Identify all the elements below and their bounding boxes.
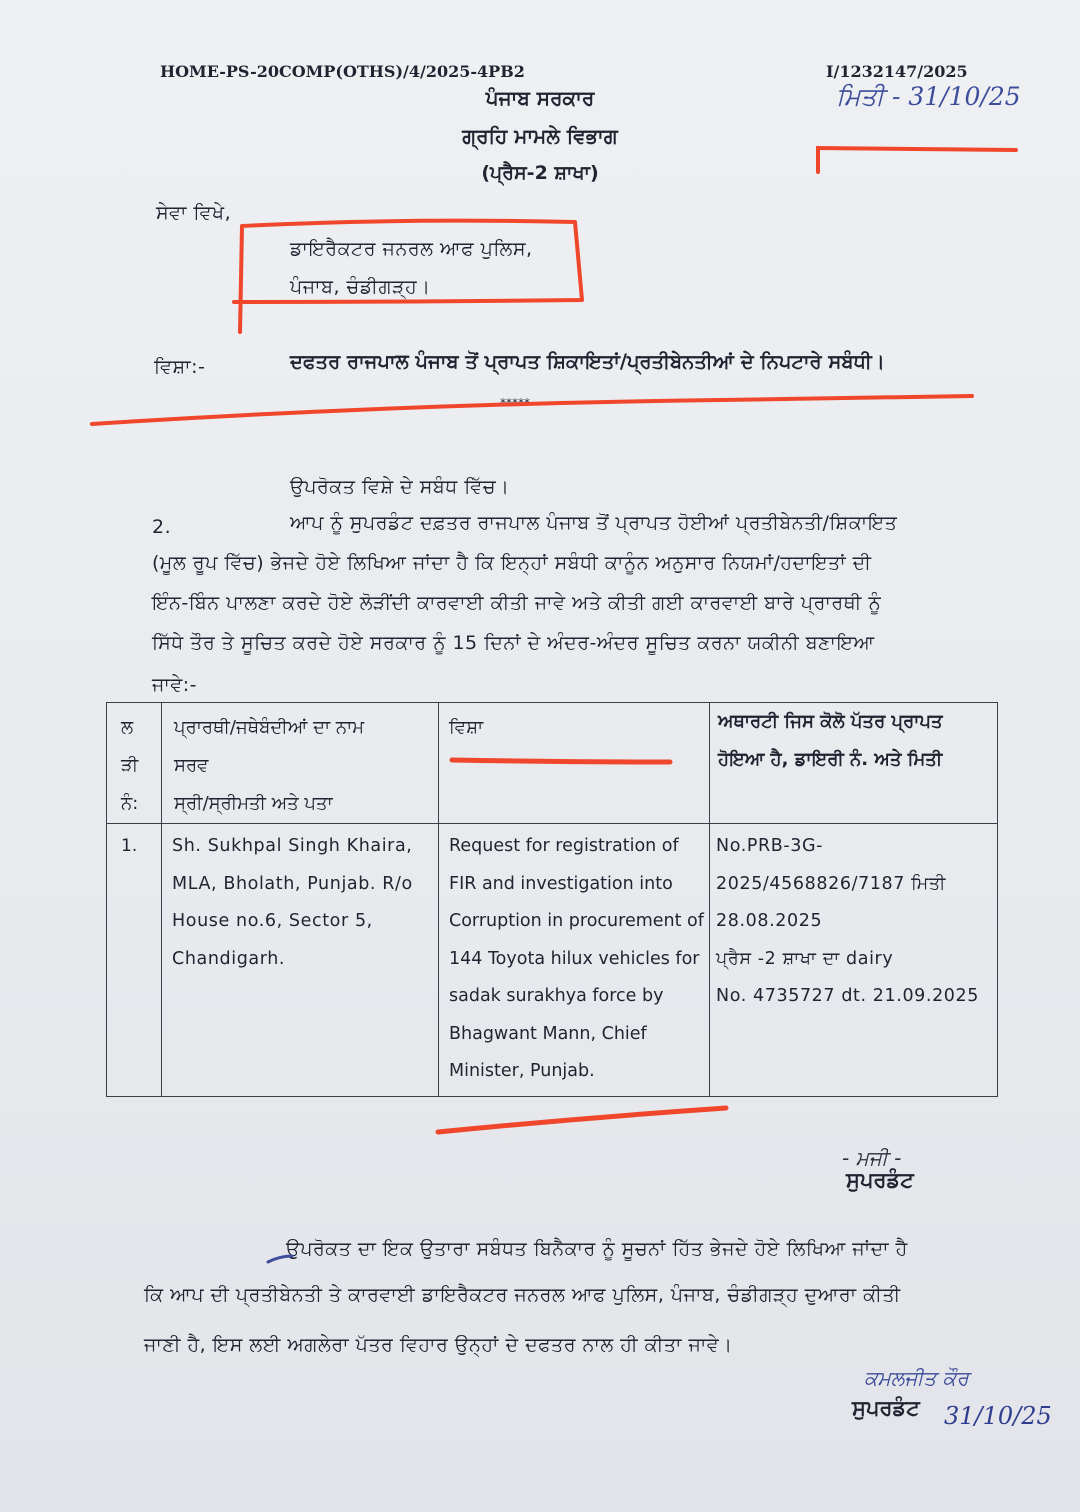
signature-scrawl-1: - ਮਜੀ - [842, 1146, 902, 1170]
marker-underline-date [818, 148, 1016, 172]
table-row [107, 824, 998, 1097]
row-subject: Request for registration of FIR and investigation into Corruption in procurement of 144 Toyota hilux vehicles for sadak surakhya force by Bhagwant Mann, Chief Minister, Punjab. [439, 824, 710, 1097]
salutation: ਸੇਵਾ ਵਿਖੇ, [156, 202, 232, 224]
addressee-line-1: ਡਾਇਰੈਕਟਰ ਜਨਰਲ ਆਫ ਪੁਲਿਸ, [290, 238, 533, 260]
government-name: ਪੰਜਾਬ ਸਰਕਾਰ [485, 86, 595, 110]
signature-date-2: 31/10/25 [944, 1402, 1052, 1430]
addressee-line-2: ਪੰਜਾਬ, ਚੰਡੀਗੜ੍ਹ। [290, 276, 431, 298]
endorsement-line-1: ਉਪਰੋਕਤ ਦਾ ਇਕ ਉਤਾਰਾ ਸਬੰਧਤ ਬਿਨੈਕਾਰ ਨੂੰ ਸੂਚਨਾਂ ਹਿੱਤ ਭੇਜਦੇ ਹੋਏ ਲਿਖਿਆ ਜਾਂਦਾ ਹੈ [286, 1238, 908, 1260]
handwritten-date: ਮਿਤੀ - 31/10/25 [836, 82, 1021, 111]
department-name: ਗ੍ਰਹਿ ਮਾਮਲੇ ਵਿਭਾਗ [462, 124, 618, 148]
branch-name: (ਪ੍ਰੈਸ-2 ਸ਼ਾਖਾ) [481, 162, 599, 184]
header-subject: ਵਿਸ਼ਾ [439, 703, 710, 824]
separator-stars: ***** [500, 396, 530, 410]
marker-underline-subject [92, 396, 972, 424]
endorsement-line-2: ਕਿ ਆਪ ਦੀ ਪ੍ਰਤੀਬੇਨਤੀ ਤੇ ਕਾਰਵਾਈ ਡਾਇਰੈਕਟਰ ਜਨਰਲ ਆਫ ਪੁਲਿਸ, ਪੰਜਾਬ, ਚੰਡੀਗੜ੍ਹ ਦੁਆਰਾ ਕੀਤੀ [144, 1284, 901, 1306]
body-line-4: ਸਿੱਧੇ ਤੌਰ ਤੇ ਸੂਚਿਤ ਕਰਦੇ ਹੋਏ ਸਰਕਾਰ ਨੂੰ 15 ਦਿਨਾਂ ਦੇ ਅੰਦਰ-ਅੰਦਰ ਸੂਚਿਤ ਕਰਨਾ ਯਕੀਨੀ ਬਣਾਇਆ [152, 632, 875, 654]
body-line-2: (ਮੂਲ ਰੂਪ ਵਿੱਚ) ਭੇਜਦੇ ਹੋਏ ਲਿਖਿਆ ਜਾਂਦਾ ਹੈ ਕਿ ਇਨ੍ਹਾਂ ਸਬੰਧੀ ਕਾਨੂੰਨ ਅਨੁਸਾਰ ਨਿਯਮਾਂ/ਹਦਾਇਤਾਂ ਦੀ [152, 552, 872, 574]
header-serial: ਲ ੜੀ ਨੰ: [107, 703, 162, 824]
complaint-table [106, 702, 998, 1097]
subject-label: ਵਿਸ਼ਾ:- [154, 356, 206, 378]
header-petitioner: ਪ੍ਰਾਰਥੀ/ਜਥੇਬੰਦੀਆਂ ਦਾ ਨਾਮ ਸਰਵ ਸ੍ਰੀ/ਸ੍ਰੀਮਤੀ ਅਤੇ ਪਤਾ [162, 703, 439, 824]
header-authority: ਅਥਾਰਟੀ ਜਿਸ ਕੋਲੋ ਪੱਤਰ ਪ੍ਰਾਪਤ ਹੋਇਆ ਹੈ, ਡਾਇਰੀ ਨੰ. ਅਤੇ ਮਿਤੀ [710, 703, 998, 824]
marker-underline-table-bottom [438, 1108, 726, 1132]
receipt-number: I/1232147/2025 [826, 62, 968, 81]
signature-scrawl-2: ਕਮਲਜੀਤ ਕੌਰ [864, 1366, 969, 1390]
body-line-5: ਜਾਵੇ:- [152, 674, 197, 696]
paragraph-number: 2. [152, 516, 172, 538]
body-line-1: ਆਪ ਨੂੰ ਸੁਪਰਡੰਟ ਦਫ਼ਤਰ ਰਾਜਪਾਲ ਪੰਜਾਬ ਤੋਂ ਪ੍ਰਾਪਤ ਹੋਈਆਂ ਪ੍ਰਤੀਬੇਨਤੀ/ਸ਼ਿਕਾਇਤ [290, 512, 898, 534]
reference-line: ਉਪਰੋਕਤ ਵਿਸ਼ੇ ਦੇ ਸਬੰਧ ਵਿੱਚ। [290, 476, 510, 498]
subject-text: ਦਫਤਰ ਰਾਜਪਾਲ ਪੰਜਾਬ ਤੋਂ ਪ੍ਰਾਪਤ ਸ਼ਿਕਾਇਤਾਂ/ਪ੍ਰਤੀਬੇਨਤੀਆਂ ਦੇ ਨਿਪਟਾਰੇ ਸਬੰਧੀ। [290, 350, 885, 373]
signature-title-1: ਸੁਪਰਡੰਟ [846, 1168, 914, 1192]
row-authority: No.PRB-3G- 2025/4568826/7187 ਮਿਤੀ 28.08.2025 ਪ੍ਰੈਸ -2 ਸ਼ਾਖਾ ਦਾ dairy No. 4735727 dt. 21.09.2025 [710, 824, 998, 1097]
body-line-3: ਇੰਨ-ਬਿੰਨ ਪਾਲਣਾ ਕਰਦੇ ਹੋਏ ਲੋੜੀਂਦੀ ਕਾਰਵਾਈ ਕੀਤੀ ਜਾਵੇ ਅਤੇ ਕੀਤੀ ਗਈ ਕਾਰਵਾਈ ਬਾਰੇ ਪ੍ਰਾਰਥੀ ਨੂੰ [152, 592, 882, 614]
endorsement-line-3: ਜਾਣੀ ਹੈ, ਇਸ ਲਈ ਅਗਲੇਰਾ ਪੱਤਰ ਵਿਹਾਰ ਉਨ੍ਹਾਂ ਦੇ ਦਫਤਰ ਨਾਲ ਹੀ ਕੀਤਾ ਜਾਵੇ। [144, 1334, 733, 1356]
row-petitioner: Sh. Sukhpal Singh Khaira, MLA, Bholath, Punjab. R/o House no.6, Sector 5, Chandigarh. [162, 824, 439, 1097]
table-header-row [107, 703, 998, 824]
file-number: HOME-PS-20COMP(OTHS)/4/2025-4PB2 [160, 62, 525, 81]
signature-title-2: ਸੁਪਰਡੰਟ [852, 1396, 920, 1420]
row-serial: 1. [107, 824, 162, 1097]
